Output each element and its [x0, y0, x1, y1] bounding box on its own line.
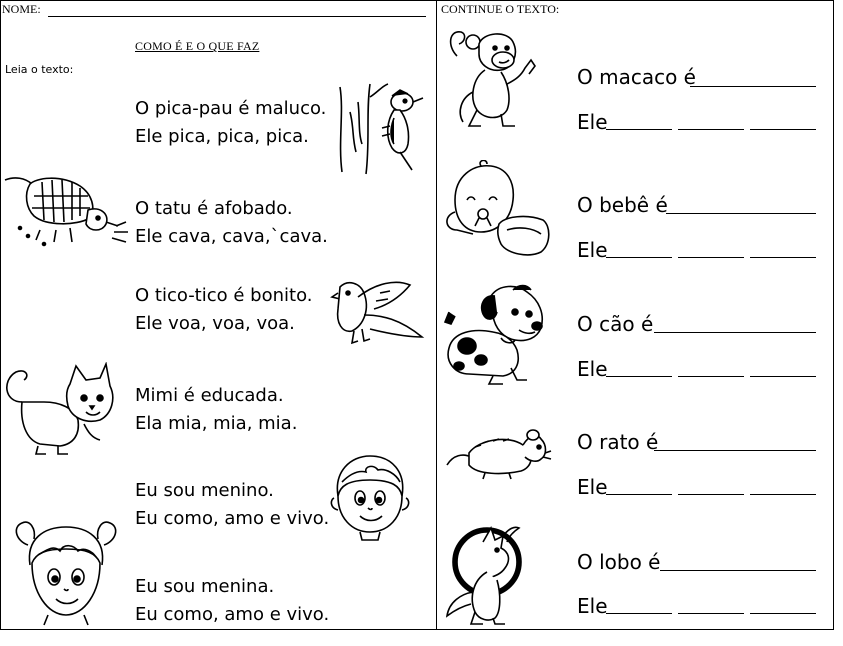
answer-blank-rato-ele-3[interactable] [750, 494, 816, 495]
boy-icon [330, 452, 410, 542]
paragraph-4-line-2: Ela mia, mia, mia. [135, 413, 298, 434]
ele-label-macaco: Ele [577, 110, 608, 134]
ele-label-lobo: Ele [577, 594, 608, 618]
woodpecker-icon [330, 82, 425, 177]
paragraph-2-line-1: O tatu é afobado. [135, 198, 293, 219]
answer-blank-cao-ele-2[interactable] [678, 376, 744, 377]
answer-blank-cao-ele-1[interactable] [606, 376, 672, 377]
name-label: NOME: [2, 2, 41, 16]
ele-label-rato: Ele [577, 475, 608, 499]
baby-icon [443, 160, 555, 260]
paragraph-1-line-1: O pica-pau é maluco. [135, 98, 327, 119]
paragraph-2-line-2: Ele cava, cava,`cava. [135, 226, 328, 247]
answer-blank-bebe-ele-1[interactable] [606, 257, 672, 258]
answer-blank-cao-ele-3[interactable] [750, 376, 816, 377]
bird-icon [330, 275, 425, 350]
paragraph-6-line-2: Eu como, amo e vivo. [135, 604, 330, 625]
prompt-cao: O cão é [577, 312, 654, 336]
continue-label: CONTINUE O TEXTO: [441, 2, 560, 16]
answer-blank-bebe[interactable] [666, 213, 816, 214]
paragraph-3-line-1: O tico-tico é bonito. [135, 285, 313, 306]
answer-blank-macaco-ele-3[interactable] [750, 129, 816, 130]
rat-icon [443, 425, 553, 480]
paragraph-6-line-1: Eu sou menina. [135, 576, 275, 597]
ele-label-cao: Ele [577, 357, 608, 381]
instruction-text: Leia o texto: [5, 63, 74, 76]
answer-blank-bebe-ele-3[interactable] [750, 257, 816, 258]
answer-blank-lobo-ele-2[interactable] [678, 613, 744, 614]
answer-blank-lobo-ele-3[interactable] [750, 613, 816, 614]
monkey-icon [443, 26, 543, 136]
answer-blank-bebe-ele-2[interactable] [678, 257, 744, 258]
prompt-macaco: O macaco é [577, 65, 696, 89]
prompt-lobo: O lobo é [577, 550, 661, 574]
paragraph-1-line-2: Ele pica, pica, pica. [135, 126, 309, 147]
wolf-icon [443, 522, 533, 627]
paragraph-3-line-2: Ele voa, voa, voa. [135, 313, 295, 334]
answer-blank-macaco-ele-1[interactable] [606, 129, 672, 130]
answer-blank-cao[interactable] [654, 332, 816, 333]
paragraph-4-line-1: Mimi é educada. [135, 385, 284, 406]
name-blank-line[interactable] [48, 16, 426, 17]
answer-blank-macaco-ele-2[interactable] [678, 129, 744, 130]
prompt-bebe: O bebê é [577, 193, 668, 217]
answer-blank-rato[interactable] [654, 450, 816, 451]
answer-blank-rato-ele-2[interactable] [678, 494, 744, 495]
girl-icon [8, 515, 126, 627]
column-divider [436, 0, 437, 630]
prompt-rato: O rato é [577, 430, 659, 454]
paragraph-5-line-1: Eu sou menino. [135, 480, 274, 501]
answer-blank-lobo-ele-1[interactable] [606, 613, 672, 614]
cat-icon [0, 362, 118, 457]
paragraph-5-line-2: Eu como, amo e vivo. [135, 508, 330, 529]
answer-blank-rato-ele-1[interactable] [606, 494, 672, 495]
ele-label-bebe: Ele [577, 238, 608, 262]
armadillo-icon [0, 170, 130, 250]
answer-blank-macaco[interactable] [690, 86, 816, 87]
dog-icon [443, 282, 553, 387]
answer-blank-lobo[interactable] [660, 570, 816, 571]
worksheet-subtitle: COMO É E O QUE FAZ [135, 39, 260, 53]
